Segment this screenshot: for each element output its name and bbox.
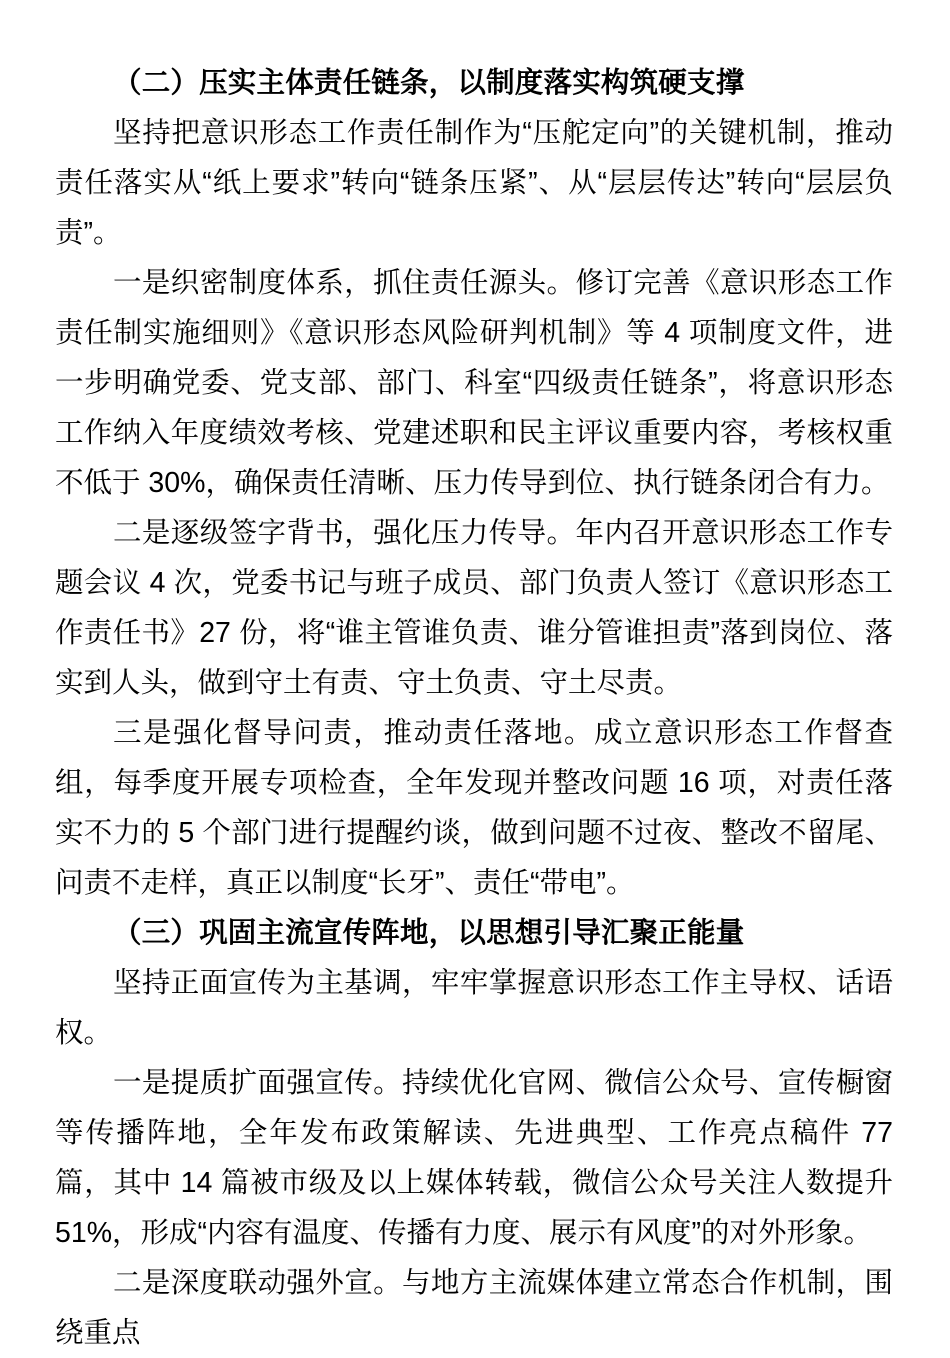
paragraph-point-one-system: 一是织密制度体系，抓住责任源头。修订完善《意识形态工作责任制实施细则》《意识形态风险研判机制》等 4 项制度文件，进一步明确党委、党支部、部门、科室“四级责任链条”，将意识形态工作纳入年度绩效考核、党建述职和民主评议重要内容，考核权重不低于 30%，确保责任清晰、压力传导到位、执行链条闭合有力。 — [55, 267, 893, 499]
section-heading-3: （三）巩固主流宣传阵地，以思想引导汇聚正能量 — [113, 917, 745, 949]
paragraph-intro-2: 坚持把意识形态工作责任制作为“压舵定向”的关键机制，推动责任落实从“纸上要求”转向“链条压紧”、从“层层传达”转向“层层负责”。 — [55, 117, 893, 249]
paragraph-point-one-publicity: 一是提质扩面强宣传。持续优化官网、微信公众号、宣传橱窗等传播阵地，全年发布政策解读、先进典型、工作亮点稿件 77 篇，其中 14 篇被市级及以上媒体转载，微信公众号关注人数提升 51%，形成“内容有温度、传播有力度、展示有风度”的对外形象。 — [55, 1067, 893, 1249]
section-heading-2: （二）压实主体责任链条，以制度落实构筑硬支撑 — [113, 67, 745, 99]
paragraph-point-two-signature: 二是逐级签字背书，强化压力传导。年内召开意识形态工作专题会议 4 次，党委书记与班子成员、部门负责人签订《意识形态工作责任书》27 份，将“谁主管谁负责、谁分管谁担责”落到岗位、落实到人头，做到守土有责、守土负责、守土尽责。 — [55, 517, 893, 699]
paragraph-point-three-supervision: 三是强化督导问责，推动责任落地。成立意识形态工作督查组，每季度开展专项检查，全年发现并整改问题 16 项，对责任落实不力的 5 个部门进行提醒约谈，做到问题不过夜、整改不留尾、问责不走样，真正以制度“长牙”、责任“带电”。 — [55, 717, 893, 899]
top-margin-spacer — [0, 0, 950, 58]
paragraph-point-two-external: 二是深度联动强外宣。与地方主流媒体建立常态合作机制，围绕重点 — [55, 1267, 893, 1349]
document-body — [55, 58, 893, 1358]
paragraph-intro-3: 坚持正面宣传为主基调，牢牢掌握意识形态工作主导权、话语权。 — [55, 967, 893, 1049]
